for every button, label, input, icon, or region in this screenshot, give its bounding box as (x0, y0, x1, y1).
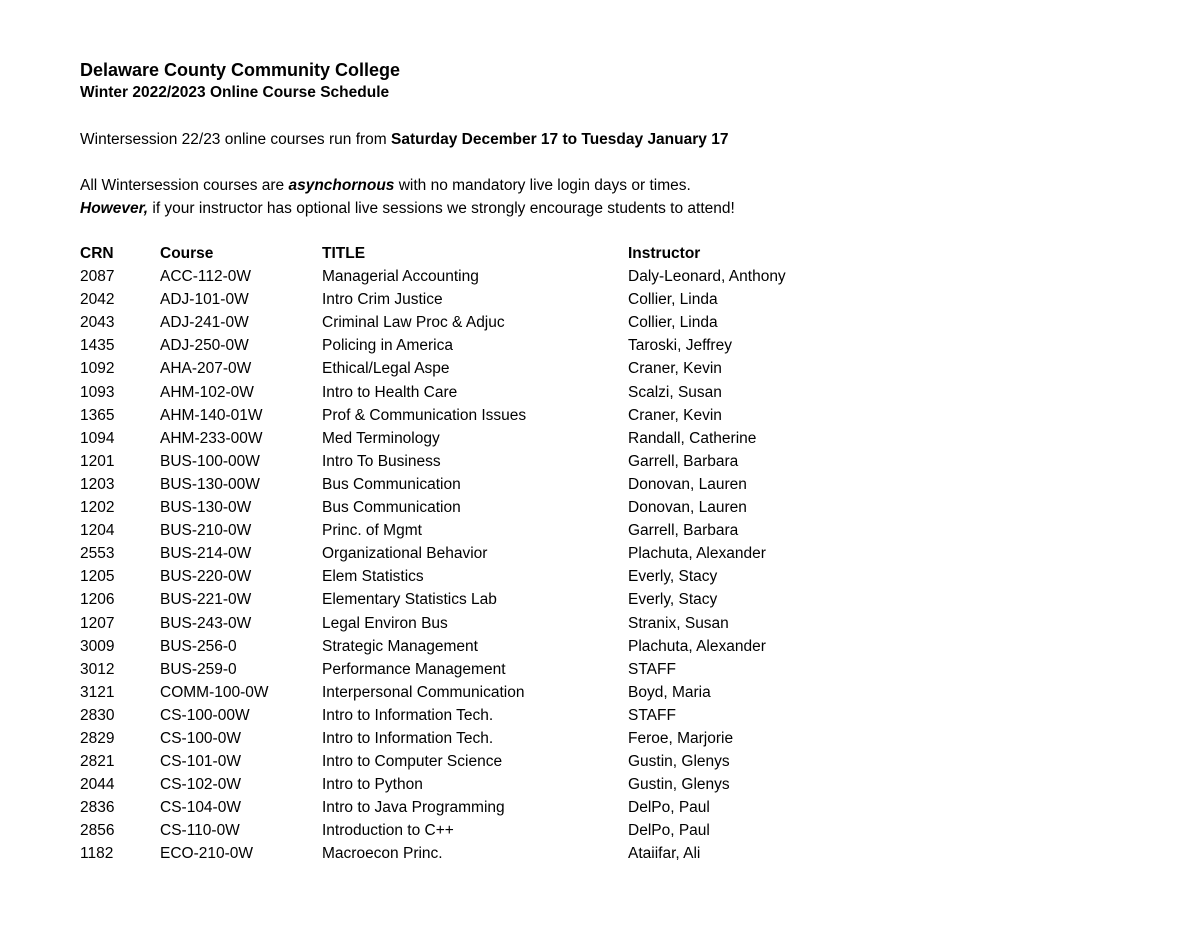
crn-cell: 1092 (80, 360, 115, 378)
crn-cell: 1201 (80, 452, 115, 470)
title-cell: Macroecon Princ. (322, 845, 443, 863)
table-row (80, 357, 928, 380)
course-cell: BUS-210-0W (160, 522, 252, 540)
table-row (80, 496, 928, 519)
title-cell: Intro to Java Programming (322, 799, 505, 817)
title-cell: Intro to Python (322, 776, 423, 794)
instructor-cell: STAFF (628, 706, 676, 724)
table-row (80, 635, 928, 658)
crn-cell: 1094 (80, 429, 115, 447)
course-cell: BUS-130-0W (160, 499, 252, 517)
title-cell: Princ. of Mgmt (322, 522, 422, 540)
title-cell: Intro To Business (322, 452, 441, 470)
title-cell: Intro Crim Justice (322, 291, 443, 309)
crn-cell: 2553 (80, 545, 115, 563)
instructor-cell: Craner, Kevin (628, 406, 722, 424)
title-cell: Intro to Information Tech. (322, 706, 494, 724)
table-row (80, 519, 928, 542)
title-cell: Interpersonal Communication (322, 683, 525, 701)
table-row (80, 842, 928, 865)
async-prefix: All Wintersession courses are (80, 177, 289, 194)
crn-cell: 1204 (80, 522, 115, 540)
table-row (80, 819, 928, 842)
table-row (80, 381, 928, 404)
crn-cell: 2836 (80, 799, 115, 817)
title-cell: Elementary Statistics Lab (322, 591, 497, 609)
instructor-cell: STAFF (628, 660, 676, 678)
table-row (80, 750, 928, 773)
course-cell: AHM-140-01W (160, 406, 263, 424)
table-row (80, 704, 928, 727)
table-row (80, 334, 928, 357)
crn-cell: 1206 (80, 591, 115, 609)
course-cell: BUS-243-0W (160, 614, 252, 632)
table-row (80, 658, 928, 681)
instructor-cell: Gustin, Glenys (628, 753, 730, 771)
table-row (80, 588, 928, 611)
instructor-cell: Collier, Linda (628, 291, 718, 309)
crn-cell: 2042 (80, 291, 115, 309)
crn-cell: 1435 (80, 337, 115, 355)
crn-cell: 2044 (80, 776, 115, 794)
table-row (80, 450, 928, 473)
instructor-cell: Garrell, Barbara (628, 522, 739, 540)
title-cell: Introduction to C++ (322, 822, 454, 840)
crn-cell: 3012 (80, 660, 115, 678)
title-cell: Organizational Behavior (322, 545, 488, 563)
live-session-note (80, 197, 1160, 220)
column-header-instructor: Instructor (628, 245, 701, 262)
table-row (80, 288, 928, 311)
title-cell: Performance Management (322, 660, 506, 678)
table-row (80, 727, 928, 750)
instructor-cell: Stranix, Susan (628, 614, 729, 632)
table-row (80, 796, 928, 819)
table-row (80, 311, 928, 334)
crn-cell: 1202 (80, 499, 115, 517)
table-row (80, 612, 928, 635)
course-cell: CS-100-0W (160, 729, 241, 747)
title-cell: Bus Communication (322, 475, 461, 493)
title-cell: Legal Environ Bus (322, 614, 448, 632)
title-cell: Med Terminology (322, 429, 440, 447)
course-cell: BUS-100-00W (160, 452, 260, 470)
title-cell: Intro to Information Tech. (322, 729, 494, 747)
course-cell: BUS-214-0W (160, 545, 252, 563)
instructor-cell: Boyd, Maria (628, 683, 711, 701)
course-rows (80, 265, 928, 865)
instructor-cell: Everly, Stacy (628, 568, 718, 586)
crn-cell: 2829 (80, 729, 115, 747)
instructor-cell: DelPo, Paul (628, 822, 710, 840)
course-cell: COMM-100-0W (160, 683, 269, 701)
course-cell: BUS-130-00W (160, 475, 260, 493)
title-cell: Intro to Health Care (322, 383, 458, 401)
session-dates-prefix: Wintersession 22/23 online courses run from (80, 131, 392, 148)
table-row (80, 542, 928, 565)
session-dates: Saturday December 17 to Tuesday January 17 (391, 131, 729, 148)
course-cell: ECO-210-0W (160, 845, 254, 863)
crn-cell: 1365 (80, 406, 115, 424)
table-row (80, 404, 928, 427)
crn-cell: 2043 (80, 314, 115, 332)
instructor-cell: Feroe, Marjorie (628, 729, 734, 747)
crn-cell: 2087 (80, 268, 115, 286)
column-header-course: Course (160, 245, 214, 262)
course-cell: CS-110-0W (160, 822, 240, 840)
crn-cell: 2830 (80, 706, 115, 724)
instructor-cell: DelPo, Paul (628, 799, 710, 817)
course-cell: CS-100-00W (160, 706, 250, 724)
crn-cell: 1203 (80, 475, 115, 493)
course-cell: CS-101-0W (160, 753, 241, 771)
course-table (80, 242, 928, 866)
title-cell: Ethical/Legal Aspe (322, 360, 450, 378)
title-cell: Bus Communication (322, 499, 461, 517)
title-cell: Policing in America (322, 337, 453, 355)
course-cell: CS-104-0W (160, 799, 241, 817)
table-header-row (80, 242, 928, 265)
instructor-cell: Craner, Kevin (628, 360, 722, 378)
instructor-cell: Daly-Leonard, Anthony (628, 268, 786, 286)
course-cell: BUS-259-0 (160, 660, 237, 678)
title-cell: Prof & Communication Issues (322, 406, 527, 424)
title-cell: Managerial Accounting (322, 268, 479, 286)
table-row (80, 773, 928, 796)
course-cell: CS-102-0W (160, 776, 241, 794)
instructor-cell: Plachuta, Alexander (628, 545, 766, 563)
course-cell: BUS-256-0 (160, 637, 237, 655)
course-cell: AHM-102-0W (160, 383, 254, 401)
async-note (80, 174, 1160, 197)
course-cell: ADJ-101-0W (160, 291, 249, 309)
instructor-cell: Randall, Catherine (628, 429, 757, 447)
crn-cell: 1205 (80, 568, 115, 586)
instructor-cell: Gustin, Glenys (628, 776, 730, 794)
instructor-cell: Garrell, Barbara (628, 452, 739, 470)
column-header-crn: CRN (80, 245, 114, 262)
title-cell: Criminal Law Proc & Adjuc (322, 314, 505, 332)
table-row (80, 427, 928, 450)
table-row (80, 565, 928, 588)
course-cell: BUS-221-0W (160, 591, 252, 609)
instructor-cell: Ataiifar, Ali (628, 845, 701, 863)
course-cell: AHA-207-0W (160, 360, 252, 378)
course-cell: ACC-112-0W (160, 268, 252, 286)
course-cell: ADJ-250-0W (160, 337, 249, 355)
instructor-cell: Taroski, Jeffrey (628, 337, 732, 355)
async-word: asynchornous (288, 177, 395, 194)
however-suffix: if your instructor has optional live sessions we strongly encourage students to attend! (148, 200, 735, 217)
crn-cell: 3121 (80, 683, 115, 701)
title-cell: Strategic Management (322, 637, 478, 655)
title-cell: Intro to Computer Science (322, 753, 503, 771)
crn-cell: 1182 (80, 845, 114, 863)
instructor-cell: Plachuta, Alexander (628, 637, 766, 655)
crn-cell: 1093 (80, 383, 115, 401)
instructor-cell: Scalzi, Susan (628, 383, 722, 401)
crn-cell: 1207 (80, 614, 115, 632)
crn-cell: 3009 (80, 637, 115, 655)
instructor-cell: Everly, Stacy (628, 591, 718, 609)
course-cell: ADJ-241-0W (160, 314, 249, 332)
schedule-page (80, 58, 1160, 866)
crn-cell: 2821 (80, 753, 115, 771)
column-header-title: TITLE (322, 245, 366, 262)
course-cell: BUS-220-0W (160, 568, 252, 586)
instructor-cell: Collier, Linda (628, 314, 718, 332)
table-row (80, 681, 928, 704)
table-row (80, 265, 928, 288)
however-word: However, (80, 200, 149, 217)
page-title: Delaware County Community College (80, 60, 401, 80)
table-row (80, 473, 928, 496)
course-cell: AHM-233-00W (160, 429, 263, 447)
instructor-cell: Donovan, Lauren (628, 475, 747, 493)
async-suffix: with no mandatory live login days or times. (394, 177, 691, 194)
instructor-cell: Donovan, Lauren (628, 499, 747, 517)
crn-cell: 2856 (80, 822, 115, 840)
title-cell: Elem Statistics (322, 568, 424, 586)
session-dates-note (80, 128, 1160, 151)
page-subtitle: Winter 2022/2023 Online Course Schedule (80, 84, 390, 101)
